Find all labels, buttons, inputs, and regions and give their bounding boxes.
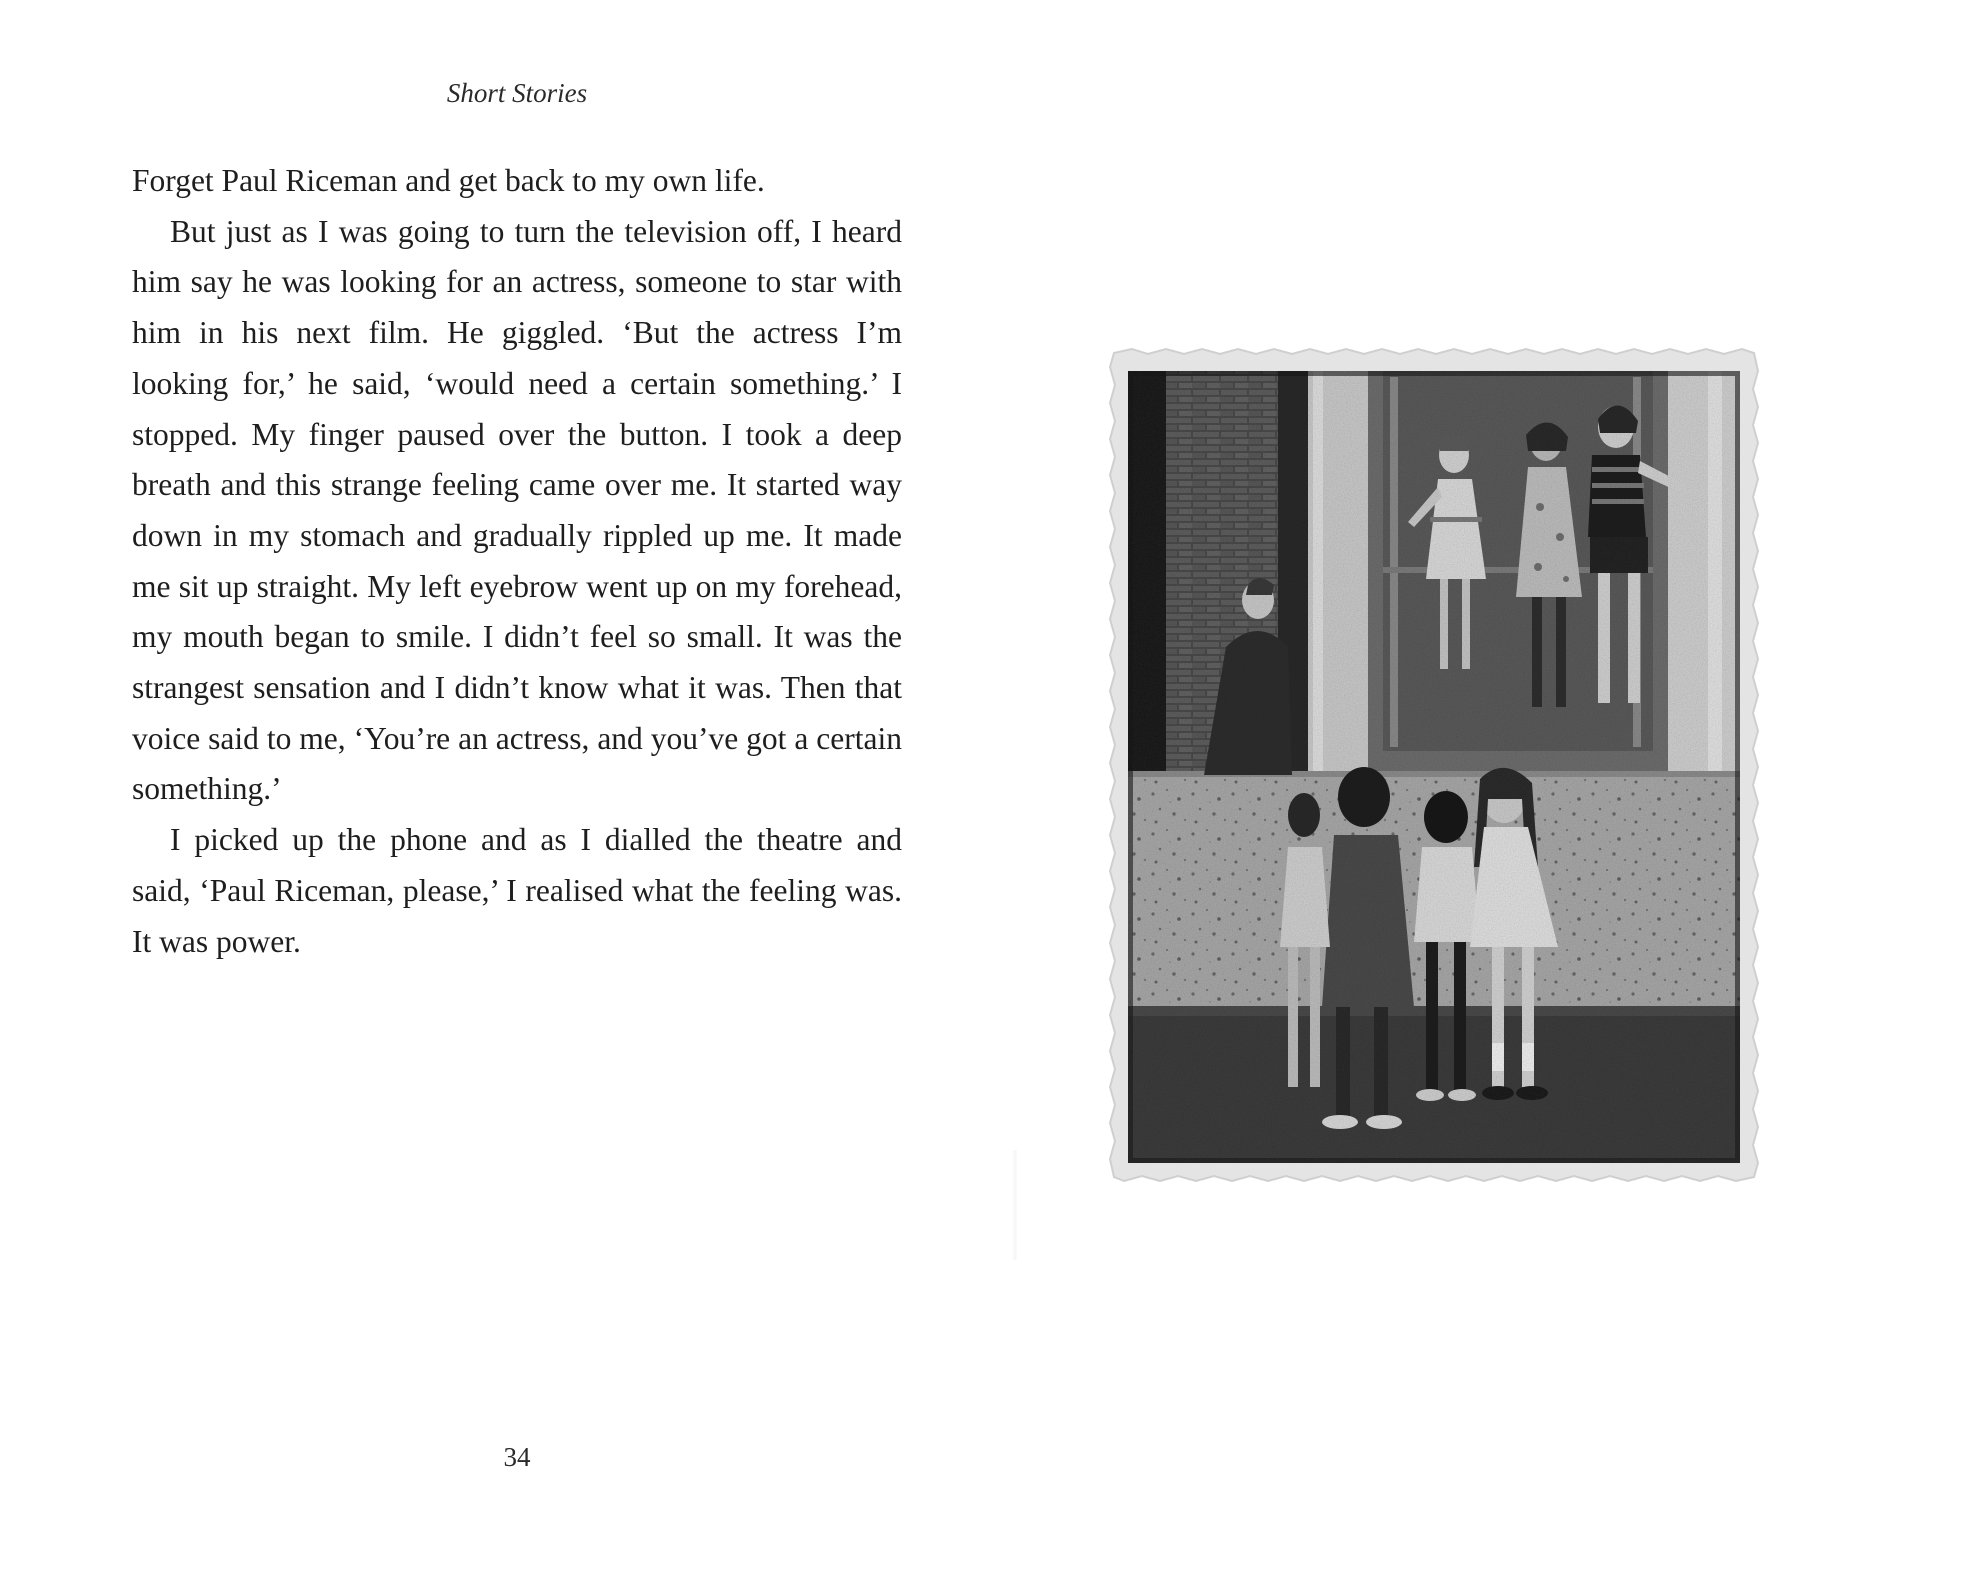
running-head: Short Stories xyxy=(446,78,588,108)
left-page xyxy=(0,0,980,1571)
children-playing-photo xyxy=(1108,347,1760,1183)
paragraph: I picked up the phone and as I dialled the theatre and said, ‘Paul Riceman, please,’ I realised what the feeling was. It was power. xyxy=(132,822,902,959)
paragraph: But just as I was going to turn the television off, I heard him say he was looking for an actress, someone to star with him in his next film. He giggled. ‘But the actress I’m looking for,’ he said, ‘would need a certain something.’ I stopped. My finger paused over the button. I took a deep breath and this strange feeling came over me. It started way down in my stomach and gradually rippled up me. It made me sit up straight. My left eyebrow went up on my forehead, my mouth began to smile. I didn’t feel so small. It was the strangest sensation and I didn’t know what it was. Then that voice said to me, ‘You’re an actress, and you’ve got a certain something.’ xyxy=(132,213,902,807)
paragraph: Forget Paul Riceman and get back to my own life. xyxy=(132,163,765,198)
page-number: 34 xyxy=(503,1442,531,1472)
story-text xyxy=(132,156,902,967)
